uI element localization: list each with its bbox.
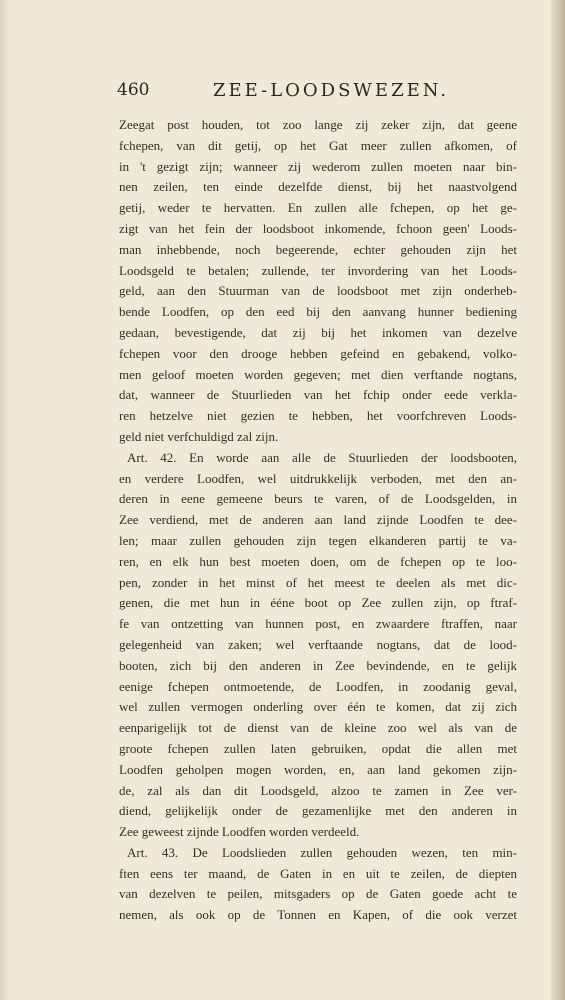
text-line: deren in eene gemeene beurs te varen, of de Loodsgelden, in [119,491,517,507]
text-line: fchepen, van dit getij, op het Gat meer zullen afkomen, of [119,137,517,153]
text-line: fchepen voor den drooge hebben gefeind en gebakend, volko- [119,345,517,361]
text-line: gedaan, bevestigende, dat zij bij het inkomen van dezelve [119,324,517,340]
text-line: gelegenheid van zaken; wel verftaande nogtans, dat de lood- [119,636,517,652]
text-line: Zee geweest zijnde Loodfen worden verdeeld. [119,824,360,840]
page-header [117,80,517,110]
text-line: man inhebbende, noch begeerende, echter gehouden zijn het [119,241,517,257]
text-line: en verdere Loodfen, wel uitdrukkelijk verboden, met den an- [119,470,517,486]
text-line: geld niet verfchuldigd zal zijn. [119,428,279,444]
text-line: ften eens ter maand, de Gaten in en uit te zeilen, de diepten [119,865,517,881]
text-line: bende Loodfen, op den eed bij den aanvang hunner bediening [119,304,517,320]
text-line: Zee verdiend, met de anderen aan land zijnde Loodfen te dee- [119,512,517,528]
text-line: zigt van het fein der loodsboot inkomende, fchoon geen' Loods- [119,220,517,236]
text-line: groote fchepen zullen laten gebruiken, opdat die allen met [119,740,517,756]
text-line: eenige fchepen ontmoetende, de Loodfen, in zoodanig geval, [119,678,517,694]
page-left-edge [0,0,10,1000]
body-text [119,115,517,926]
text-line: fe van ontzetting van hunnen post, en zwaardere ftraffen, naar [119,616,517,632]
text-line: len; maar zullen gehouden zijn tegen elkanderen partij te va- [119,532,517,548]
text-line: eenparigelijk tot de dienst van de kleine zoo wel als van de [119,720,517,736]
page-number: 460 [117,80,150,100]
text-line: van dezelven te peilen, mitsgaders op de Gaten goede acht te [119,886,517,902]
text-line: de, zal als dan dit Loodsgeld, alzoo te zamen in Zee ver- [119,782,517,798]
text-line: in 't gezigt zijn; wanneer zij wederom zullen moeten naar bin- [119,158,517,174]
text-line: diend, gelijkelijk onder de gezamenlijke met den anderen in [119,803,517,819]
text-line: Zeegat post houden, tot zoo lange zij zeker zijn, dat geene [119,117,517,132]
text-line: genen, die met hun in ééne boot op Zee zullen zijn, op ftraf- [119,595,517,611]
text-line: Loodfen geholpen mogen worden, en, aan land gekomen zijn- [119,761,517,777]
text-line: Art. 42. En worde aan alle de Stuurlieden der loodsbooten, [127,449,517,465]
text-line: dat, wanneer de Stuurlieden van het fchip onder eede verkla- [119,387,517,403]
text-line: wel zullen vermogen onderling over één te komen, dat zij zich [119,699,517,715]
page-right-edge [551,0,565,1000]
text-line: getij, weder te hervatten. En zullen alle fchepen, op het ge- [119,200,517,216]
text-line: nemen, als ook op de Tonnen en Kapen, of die ook verzet [119,907,517,923]
text-line: ren hetzelve niet gezien te hebben, het voorfchreven Loods- [119,408,517,424]
text-line: ren, en elk hun best moeten doen, om de fchepen op te loo- [119,553,517,569]
running-head: ZEE-LOODSWEZEN. [213,80,450,101]
text-line: Loodsgeld te betalen; zullende, ter invordering van het Loods- [119,262,517,278]
text-line: booten, zich bij den anderen in Zee bevindende, en te gelijk [119,657,517,673]
text-line: men geloof moeten worden gegeven; met dien verftande nogtans, [119,366,517,382]
text-line: geld, aan den Stuurman van de loodsboot met zijn onderheb- [119,283,517,299]
text-line: Art. 43. De Loodslieden zullen gehouden wezen, ten min- [127,844,517,860]
text-line: nen zeilen, ten einde dezelfde dienst, bij het naastvolgend [119,179,517,195]
text-line: pen, zonder in het minst of het meest te deelen als met dic- [119,574,517,590]
